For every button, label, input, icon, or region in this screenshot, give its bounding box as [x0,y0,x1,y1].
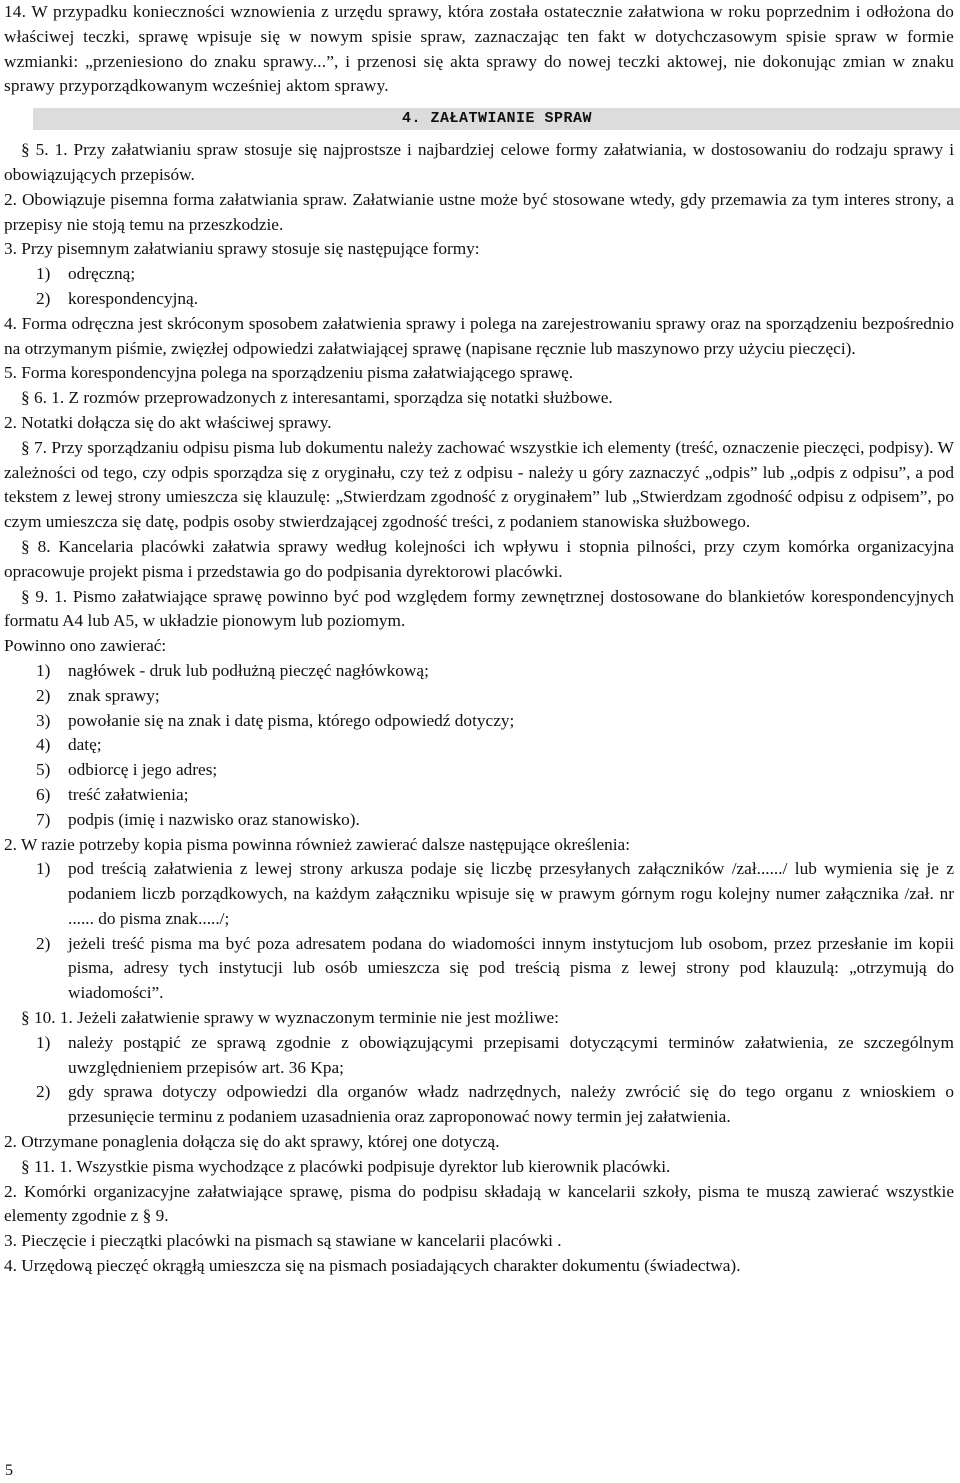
list-item: 1) nagłówek - druk lub podłużną pieczęć nagłówkową; [36,660,429,680]
paragraph-5-4: 4. Forma odręczna jest skróconym sposobem załatwienia sprawy i polega na zarejestrowaniu sprawy oraz na sporządzeniu bezpośrednio na otrzymanym piśmie, zwięzłej odpowiedzi załatwiającej sprawę (napisane ręcznie lub maszynowo przy użyciu pieczęci). [4,313,954,358]
list-item: 1) należy postąpić ze sprawą zgodnie z obowiązującymi przepisami dotyczącymi terminów załatwienia, ze szczególnym uwzględnieniem przepisów art. 36 Kpa; [36,1032,954,1077]
page-number: 5 [5,1462,13,1479]
section-heading: 4. ZAŁATWIANIE SPRAW [33,108,960,130]
paragraph-9-1: § 9. 1. Pismo załatwiające sprawę powinno być pod względem formy zewnętrznej dostosowane do blankietów korespondencyjnych formatu A4 lub A5, w układzie pionowym lub poziomym. [4,586,954,631]
section-sign: § [21,586,30,606]
paragraph-5-3: 3. Przy pisemnym załatwianiu sprawy stosuje się następujące formy: [4,239,480,259]
paragraph-10-1: § 10. 1. Jeżeli załatwienie sprawy w wyznaczonym terminie nie jest możliwe: [21,1008,559,1028]
paragraph-11-3: 3. Pieczęcie i pieczątki placówki na pismach są stawiane w kancelarii placówki . [4,1231,562,1251]
paragraph-14: 14. W przypadku konieczności wznowienia z urzędu sprawy, która została ostatecznie załatwiona w roku poprzednim i odłożona do właściwej teczki, sprawę wpisuje się w nowym spisie spraw, zaznaczając ten fakt w dotychczasowym spisie spraw w formie wzmianki: „przeniesiono do znaku sprawy...”, i przenosi się akta sprawy do nowej teczki aktowej, nie dokonując zmian w znaku sprawy przyporządkowanym wcześniej aktom sprawy. [4,2,954,96]
list-item: 1) pod treścią załatwienia z lewej strony arkusza podaje się liczbę przesyłanych załączników /zał....../ lub wymienia się je z podaniem liczb porządkowych, na każdym załączniku wpisuje się w prawym górnym rogu kolejny numer załącznika /zał. nr ...... do pisma znak...../; [36,859,954,928]
list-item: 2) gdy sprawa dotyczy odpowiedzi dla organów władz nadrzędnych, należy zwrócić się do tego organu z wnioskiem o przesunięcie terminu z podaniem uzasadnienia oraz zaproponować nowy termin jej załatwienia. [36,1082,954,1127]
paragraph-11-1: § 11. 1. Wszystkie pisma wychodzące z placówki podpisuje dyrektor lub kierownik placówki. [21,1156,671,1176]
list-item: 1) odręczną; [36,264,136,284]
section-sign: § [21,1008,30,1028]
list-item: 4) datę; [36,735,102,755]
list-item: 2) znak sprawy; [36,685,160,705]
paragraph-5-2: 2. Obowiązuje pisemna forma załatwiania spraw. Załatwianie ustne może być stosowane wtedy, gdy przemawia za tym interes strony, a przepisy nie stoją temu na przeszkodzie. [4,189,954,234]
paragraph-8: § 8. Kancelaria placówki załatwia sprawy według kolejności ich wpływu i stopnia pilności, przy czym komórka organizacyjna opracowuje projekt pisma i przedstawia go do podpisania dyrektorowi placówki. [4,536,954,581]
paragraph-5-5: 5. Forma korespondencyjna polega na sporządzeniu pisma załatwiającego sprawę. [4,363,574,383]
paragraph-10-2: 2. Otrzymane ponaglenia dołącza się do akt sprawy, której one dotyczą. [4,1132,500,1152]
list-item: 7) podpis (imię i nazwisko oraz stanowisko). [36,809,360,829]
paragraph-9-1b: Powinno ono zawierać: [4,636,167,656]
list-item: 6) treść załatwienia; [36,784,189,804]
list-item: 5) odbiorcę i jego adres; [36,760,218,780]
section-sign: § [21,437,30,457]
paragraph-11-4: 4. Urzędową pieczęć okrągłą umieszcza się na pismach posiadających charakter dokumentu (świadectwa). [4,1256,741,1276]
list-item: 2) korespondencyjną. [36,288,199,308]
section-sign: § [21,1156,30,1176]
paragraph-5-1: § 5. 1. Przy załatwianiu spraw stosuje się najprostsze i najbardziej celowe formy załatwiania, w dostosowaniu do rodzaju sprawy i obowiązujących przepisów. [4,140,954,184]
paragraph-7: § 7. Przy sporządzaniu odpisu pisma lub dokumentu należy zachować wszystkie ich elementy (treść, oznaczenie pieczęci, podpisy). W zależności od tego, czy odpis sporządza się z oryginału, czy też z odpisu - należy u góry zaznaczyć „odpis” lub „odpis z odpisu”, a pod tekstem z lewej strony umieszcza się klauzulę: „Stwierdzam zgodność z oryginałem” lub „Stwierdzam zgodność odpisu z odpisem”, po czym umieszcza się datę, podpis osoby stwierdzającej zgodność treści, z podaniem stanowiska służbowego. [4,437,954,532]
document-page [4,0,954,1279]
paragraph-9-2: 2. W razie potrzeby kopia pisma powinna również zawierać dalsze następujące określenia: [4,834,631,854]
paragraph-6-1: § 6. 1. Z rozmów przeprowadzonych z interesantami, sporządza się notatki służbowe. [21,388,613,408]
section-sign: § [21,140,30,160]
section-sign: § [21,536,30,556]
list-item: 3) powołanie się na znak i datę pisma, którego odpowiedź dotyczy; [36,710,515,730]
paragraph-6-2: 2. Notatki dołącza się do akt właściwej sprawy. [4,412,332,432]
list-item: 2) jeżeli treść pisma ma być poza adresatem podana do wiadomości innym instytucjom lub osobom, przez przesłanie im kopii pisma, adresy tych instytucji lub osób umieszcza się pod treścią pisma z lewej strony pod klauzulą: „otrzymują do wiadomości”. [36,933,954,1003]
section-sign: § [21,388,30,408]
paragraph-11-2: 2. Komórki organizacyjne załatwiające sprawę, pisma do podpisu składają w kancelarii szkoły, pisma te muszą zawierać wszystkie elementy zgodnie z § 9. [4,1181,954,1226]
